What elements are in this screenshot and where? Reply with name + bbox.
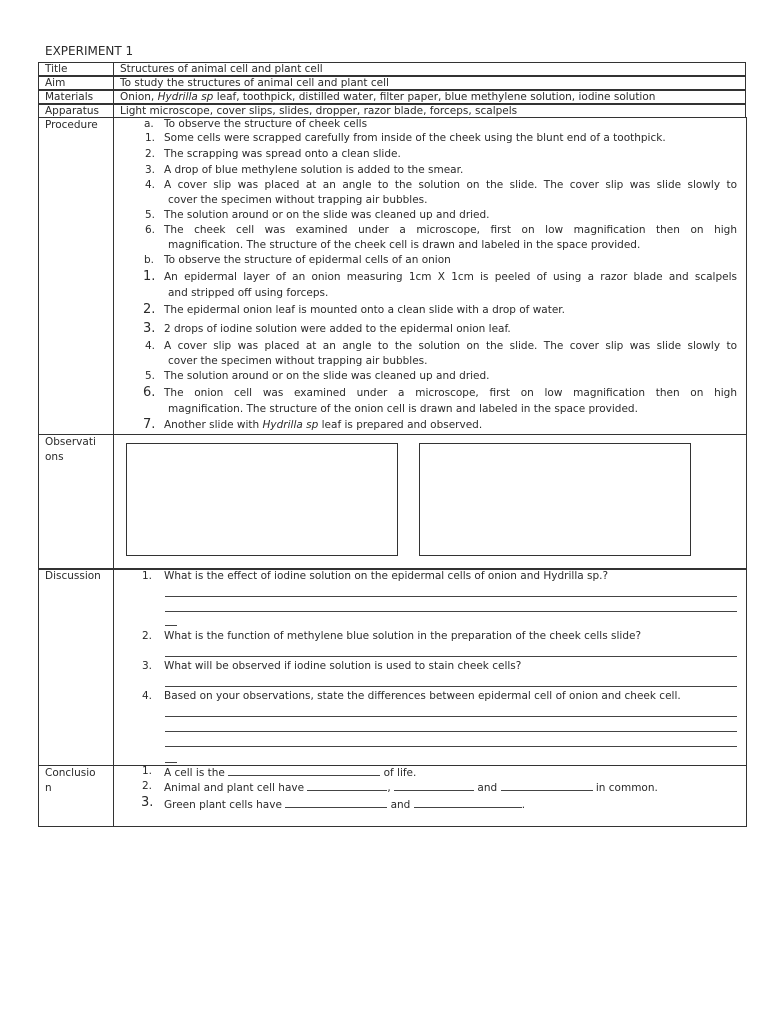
conclusion-label: Conclusio n xyxy=(45,767,96,794)
conclusion-number: 2. xyxy=(142,780,153,792)
procedure-step: The solution around or on the slide was cleaned up and dried. xyxy=(164,209,490,221)
answer-line[interactable] xyxy=(165,746,737,747)
discussion-question: What is the effect of iodine solution on the epidermal cells of onion and Hydrilla sp.? xyxy=(164,570,609,582)
procedure-step-continued: and stripped off using forceps. xyxy=(168,287,329,299)
discussion-question: What is the function of methylene blue solution in the preparation of the cheek cells slide? xyxy=(164,630,642,642)
question-number: 4. xyxy=(142,690,153,702)
step-number: 3. xyxy=(143,321,156,336)
step-number: 2. xyxy=(143,302,156,317)
answer-line[interactable] xyxy=(165,686,737,687)
question-number: 1. xyxy=(142,570,153,582)
step-number: 4. xyxy=(145,179,156,191)
materials-value: Onion, Hydrilla sp leaf, toothpick, distilled water, filter paper, blue methylene solution, iodine solution xyxy=(120,91,656,103)
cheek-cell-drawing-box[interactable] xyxy=(126,443,398,556)
fill-blank[interactable] xyxy=(228,765,380,776)
conclusion-item: A cell is the of life. xyxy=(164,767,417,779)
procedure-step: An epidermal layer of an onion measuring 1cm X 1cm is peeled of using a razor blade and scalpels xyxy=(164,271,737,283)
procedure-step: A cover slip was placed at an angle to the solution on the slide. The cover slip was slide slowly to xyxy=(164,340,737,352)
fill-blank[interactable] xyxy=(285,797,387,808)
step-number: 1. xyxy=(145,132,156,144)
observations-label: Observati ons xyxy=(45,436,96,463)
part-b-title: To observe the structure of epidermal cells of an onion xyxy=(164,254,451,266)
procedure-step: The solution around or on the slide was cleaned up and dried. xyxy=(164,370,490,382)
question-number: 3. xyxy=(142,660,153,672)
discussion-question: What will be observed if iodine solution is used to stain cheek cells? xyxy=(164,660,522,672)
apparatus-value: Light microscope, cover slips, slides, dropper, razor blade, forceps, scalpels xyxy=(120,105,518,117)
procedure-label: Procedure xyxy=(45,119,98,131)
onion-cell-drawing-box[interactable] xyxy=(419,443,691,556)
procedure-step-continued: cover the specimen without trapping air bubbles. xyxy=(168,355,428,367)
procedure-step: 2 drops of iodine solution were added to the epidermal onion leaf. xyxy=(164,323,511,335)
title-row xyxy=(38,62,746,76)
question-number: 2. xyxy=(142,630,153,642)
apparatus-label: Apparatus xyxy=(45,105,99,117)
step-number: 2. xyxy=(145,148,156,160)
aim-label: Aim xyxy=(45,77,66,89)
step-number: 3. xyxy=(145,164,156,176)
procedure-step: The onion cell was examined under a microscope, first on low magnification then on high xyxy=(164,387,737,399)
step-number: 6. xyxy=(145,224,156,236)
procedure-step: The cheek cell was examined under a microscope, first on low magnification then on high xyxy=(164,224,737,236)
step-number: 5. xyxy=(145,370,156,382)
experiment-table xyxy=(38,117,747,827)
part-b-marker: b. xyxy=(144,254,155,266)
procedure-step: Another slide with Hydrilla sp leaf is prepared and observed. xyxy=(164,419,483,431)
conclusion-number: 3. xyxy=(141,795,154,810)
procedure-step: The scrapping was spread onto a clean slide. xyxy=(164,148,401,160)
fill-blank[interactable] xyxy=(394,780,474,791)
title-value: Structures of animal cell and plant cell xyxy=(120,63,323,75)
aim-row xyxy=(38,76,746,90)
conclusion-item: Animal and plant cell have , and in common. xyxy=(164,782,658,794)
part-a-marker: a. xyxy=(144,118,154,130)
procedure-step-continued: magnification. The structure of the onion cell is drawn and labeled in the space provided. xyxy=(168,403,638,415)
procedure-step: A cover slip was placed at an angle to the solution on the slide. The cover slip was slide slowly to xyxy=(164,179,737,191)
fill-blank[interactable] xyxy=(307,780,387,791)
apparatus-row xyxy=(38,104,746,118)
title-label: Title xyxy=(45,63,68,75)
answer-line[interactable] xyxy=(165,731,737,732)
fill-blank[interactable] xyxy=(501,780,593,791)
step-number: 7. xyxy=(143,417,156,432)
fill-blank[interactable] xyxy=(414,797,522,808)
step-number: 6. xyxy=(143,385,156,400)
conclusion-item: Green plant cells have and . xyxy=(164,799,526,811)
materials-row xyxy=(38,90,746,104)
step-number: 1. xyxy=(143,269,156,284)
experiment-heading: EXPERIMENT 1 xyxy=(45,44,134,58)
answer-line[interactable] xyxy=(165,611,737,612)
materials-label: Materials xyxy=(45,91,94,103)
answer-line-stub xyxy=(165,762,177,763)
discussion-question: Based on your observations, state the differences between epidermal cell of onion and cheek cell. xyxy=(164,690,681,702)
procedure-step: Some cells were scrapped carefully from inside of the cheek using the blunt end of a toothpick. xyxy=(164,132,666,144)
procedure-step: The epidermal onion leaf is mounted onto a clean slide with a drop of water. xyxy=(164,304,565,316)
answer-line[interactable] xyxy=(165,716,737,717)
step-number: 5. xyxy=(145,209,156,221)
procedure-step: A drop of blue methylene solution is added to the smear. xyxy=(164,164,464,176)
answer-line-stub xyxy=(165,625,177,626)
step-number: 4. xyxy=(145,340,156,352)
discussion-label: Discussion xyxy=(45,570,101,582)
answer-line[interactable] xyxy=(165,596,737,597)
conclusion-number: 1. xyxy=(142,765,153,777)
aim-value: To study the structures of animal cell and plant cell xyxy=(120,77,389,89)
procedure-step-continued: magnification. The structure of the cheek cell is drawn and labeled in the space provided. xyxy=(168,239,641,251)
procedure-step-continued: cover the specimen without trapping air bubbles. xyxy=(168,194,428,206)
answer-line[interactable] xyxy=(165,656,737,657)
part-a-title: To observe the structure of cheek cells xyxy=(164,118,368,130)
